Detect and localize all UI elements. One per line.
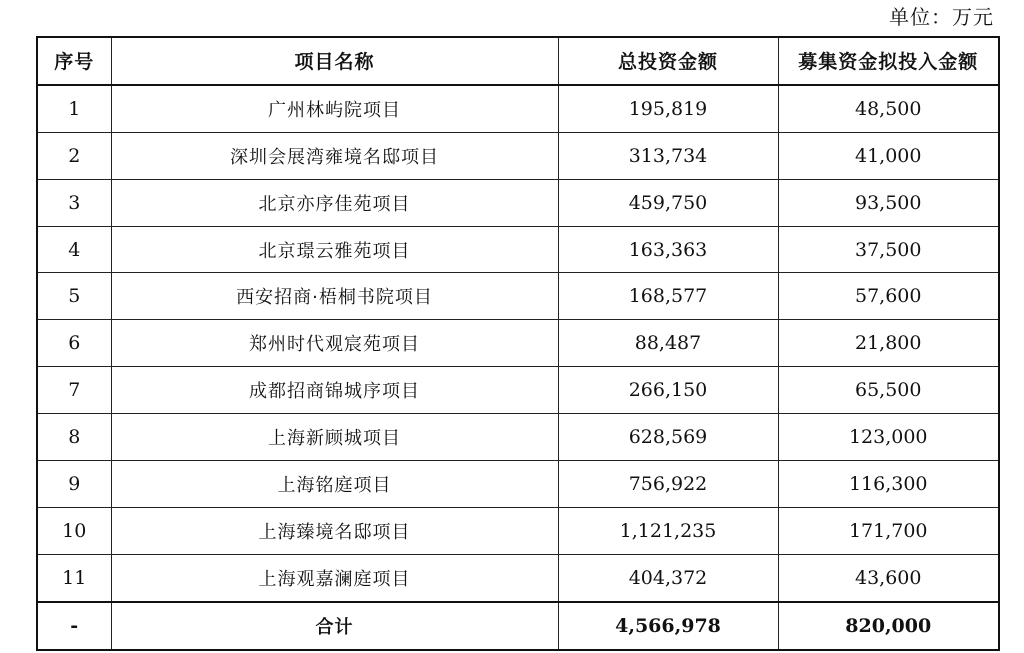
table-header-row [37,37,999,85]
table-row [37,85,999,132]
row-project-name: 上海臻境名邸项目 [111,507,558,554]
row-seq: 2 [37,132,111,179]
table-row [37,507,999,554]
row-raised-funds: 41,000 [778,132,999,179]
header-raised-funds: 募集资金拟投入金额 [778,37,999,85]
total-row [37,602,999,650]
header-total-investment: 总投资金额 [558,37,778,85]
table-row [37,273,999,320]
row-raised-funds: 116,300 [778,461,999,508]
row-total-investment: 195,819 [558,85,778,132]
table-row [37,414,999,461]
row-seq: 3 [37,179,111,226]
row-raised-funds: 123,000 [778,414,999,461]
header-project-name: 项目名称 [111,37,558,85]
table-row [37,132,999,179]
row-total-investment: 1,121,235 [558,507,778,554]
unit-label: 单位：万元 [889,5,994,29]
row-seq: 10 [37,507,111,554]
table-row [37,179,999,226]
row-project-name: 西安招商·梧桐书院项目 [111,273,558,320]
header-seq: 序号 [37,37,111,85]
row-seq: 6 [37,320,111,367]
row-project-name: 北京亦序佳苑项目 [111,179,558,226]
row-total-investment: 628,569 [558,414,778,461]
table-row [37,461,999,508]
investment-table [36,36,1000,651]
row-total-investment: 168,577 [558,273,778,320]
row-seq: 7 [37,367,111,414]
row-raised-funds: 65,500 [778,367,999,414]
row-seq: 4 [37,226,111,273]
total-raised-funds-sum: 820,000 [778,602,999,650]
row-project-name: 深圳会展湾雍境名邸项目 [111,132,558,179]
row-total-investment: 756,922 [558,461,778,508]
row-raised-funds: 171,700 [778,507,999,554]
row-raised-funds: 48,500 [778,85,999,132]
row-seq: 11 [37,554,111,601]
total-label: 合计 [111,602,558,650]
row-total-investment: 459,750 [558,179,778,226]
row-seq: 8 [37,414,111,461]
row-project-name: 成都招商锦城序项目 [111,367,558,414]
row-seq: 9 [37,461,111,508]
row-raised-funds: 37,500 [778,226,999,273]
table-row [37,320,999,367]
row-project-name: 上海新顾城项目 [111,414,558,461]
table-row [37,367,999,414]
table-row [37,226,999,273]
row-raised-funds: 93,500 [778,179,999,226]
row-project-name: 上海铭庭项目 [111,461,558,508]
row-project-name: 郑州时代观宸苑项目 [111,320,558,367]
row-raised-funds: 43,600 [778,554,999,601]
row-seq: 1 [37,85,111,132]
row-total-investment: 266,150 [558,367,778,414]
total-investment-sum: 4,566,978 [558,602,778,650]
table-row [37,554,999,601]
row-total-investment: 88,487 [558,320,778,367]
row-project-name: 上海观嘉澜庭项目 [111,554,558,601]
row-project-name: 广州林屿院项目 [111,85,558,132]
row-total-investment: 313,734 [558,132,778,179]
row-total-investment: 404,372 [558,554,778,601]
row-total-investment: 163,363 [558,226,778,273]
row-raised-funds: 21,800 [778,320,999,367]
row-seq: 5 [37,273,111,320]
row-raised-funds: 57,600 [778,273,999,320]
row-project-name: 北京璟云雅苑项目 [111,226,558,273]
total-seq: - [37,602,111,650]
